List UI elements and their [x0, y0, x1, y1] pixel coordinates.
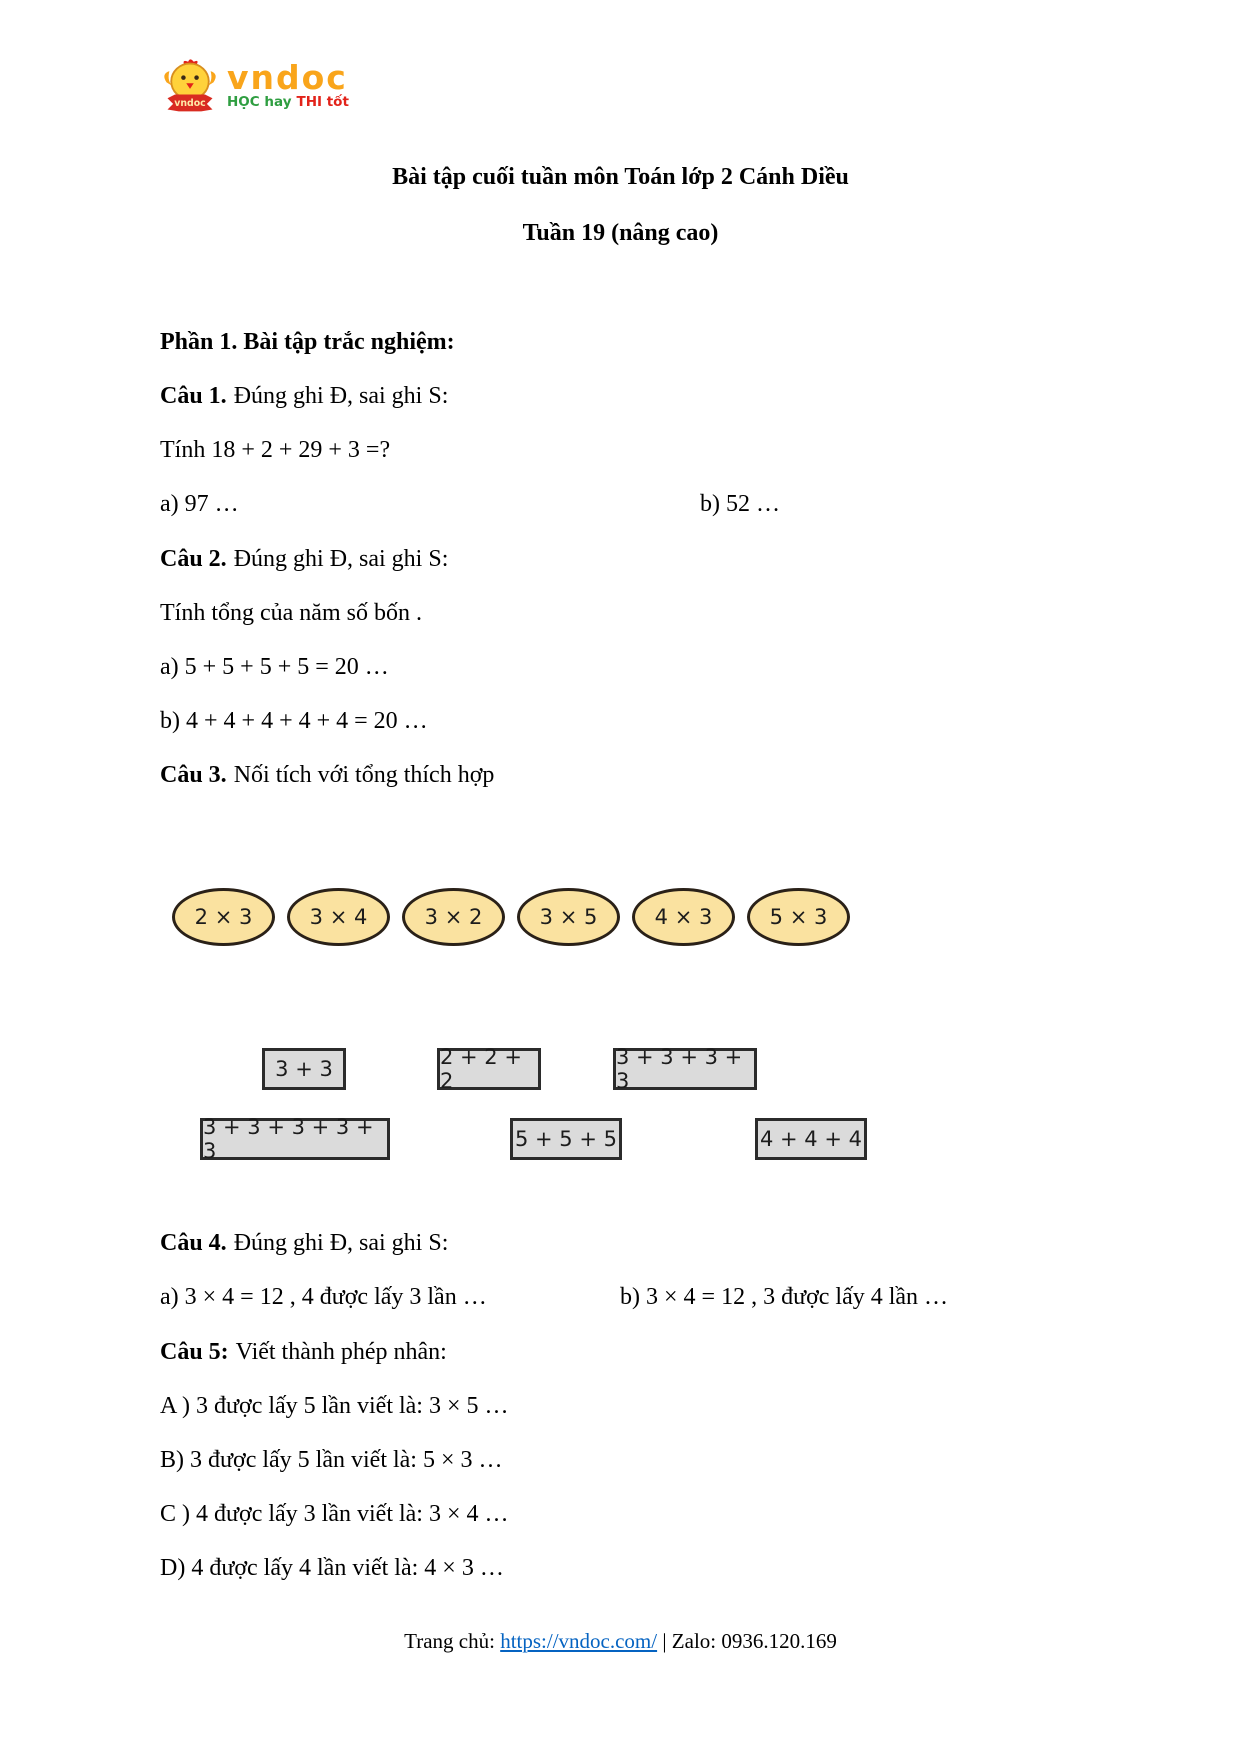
product-oval: 3 × 2	[402, 888, 505, 946]
product-oval: 5 × 3	[747, 888, 850, 946]
question-4-label: Câu 4.	[160, 1230, 227, 1256]
product-oval: 2 × 3	[172, 888, 275, 946]
sum-box: 3 + 3 + 3 + 3 + 3	[200, 1118, 390, 1160]
question-1-option-b: b) 52 …	[700, 491, 780, 517]
question-2-expression: Tính tổng của năm số bốn .	[160, 600, 422, 626]
question-3-heading	[160, 762, 1081, 788]
question-5-label: Câu 5:	[160, 1339, 229, 1365]
footer-suffix: | Zalo: 0936.120.169	[657, 1629, 837, 1653]
question-3-label: Câu 3.	[160, 762, 227, 788]
question-5-option-d: D) 4 được lấy 4 lần viết là: 4 × 3 …	[160, 1555, 504, 1581]
vndoc-logo	[160, 55, 1081, 119]
question-1-prompt: Đúng ghi Đ, sai ghi S:	[233, 383, 449, 409]
question-5-heading	[160, 1339, 1081, 1365]
product-oval: 4 × 3	[632, 888, 735, 946]
question-4-option-a: a) 3 × 4 = 12 , 4 được lấy 3 lần …	[160, 1284, 487, 1310]
product-oval: 3 × 4	[287, 888, 390, 946]
page-footer	[0, 1628, 1241, 1654]
sum-box: 5 + 5 + 5	[510, 1118, 622, 1160]
question-2-option-a: a) 5 + 5 + 5 + 5 = 20 …	[160, 654, 389, 680]
product-oval-row	[160, 888, 1081, 946]
footer-home-link[interactable]: https://vndoc.com/	[500, 1629, 658, 1653]
question-5-prompt: Viết thành phép nhân:	[235, 1339, 447, 1365]
question-1-expression: Tính 18 + 2 + 29 + 3 =?	[160, 437, 391, 463]
question-1-option-a: a) 97 …	[160, 491, 239, 517]
vndoc-chick-icon	[160, 56, 220, 118]
section-1-heading: Phần 1. Bài tập trắc nghiệm:	[160, 329, 455, 355]
logo-tagline-hoc-hay: HỌC hay	[227, 94, 292, 110]
page-title: Bài tập cuối tuần môn Toán lớp 2 Cánh Diều	[392, 164, 849, 190]
question-4-option-b: b) 3 × 4 = 12 , 3 được lấy 4 lần …	[620, 1284, 949, 1310]
sum-box: 4 + 4 + 4	[755, 1118, 867, 1160]
question-1-label: Câu 1.	[160, 383, 227, 409]
question-3-prompt: Nối tích với tổng thích hợp	[233, 762, 495, 788]
logo-tagline	[227, 93, 349, 111]
question-2-heading	[160, 546, 1081, 572]
footer-prefix: Trang chủ:	[404, 1629, 501, 1653]
product-oval: 3 × 5	[517, 888, 620, 946]
question-4-prompt: Đúng ghi Đ, sai ghi S:	[233, 1230, 449, 1256]
sum-box: 2 + 2 + 2	[437, 1048, 541, 1090]
page-subtitle: Tuần 19 (nâng cao)	[522, 220, 719, 246]
matching-diagram	[160, 888, 1081, 1163]
question-1-heading	[160, 383, 1081, 409]
question-2-option-b: b) 4 + 4 + 4 + 4 + 4 = 20 …	[160, 708, 428, 734]
question-5-option-a: A ) 3 được lấy 5 lần viết là: 3 × 5 …	[160, 1393, 509, 1419]
logo-brand: vndoc	[227, 58, 348, 97]
question-5-option-c: C ) 4 được lấy 3 lần viết là: 3 × 4 …	[160, 1501, 509, 1527]
question-1-options	[160, 491, 1081, 518]
sum-box: 3 + 3	[262, 1048, 346, 1090]
question-5-option-b: B) 3 được lấy 5 lần viết là: 5 × 3 …	[160, 1447, 503, 1473]
logo-text-block	[227, 58, 349, 111]
sum-box: 3 + 3 + 3 + 3	[613, 1048, 757, 1090]
question-2-prompt: Đúng ghi Đ, sai ghi S:	[233, 546, 449, 572]
logo-tagline-thi-tot: THI tốt	[296, 94, 349, 110]
question-4-heading	[160, 1230, 1081, 1256]
question-4-options	[160, 1284, 1081, 1311]
logo-banner-text: vndoc	[174, 97, 206, 109]
question-2-label: Câu 2.	[160, 546, 227, 572]
